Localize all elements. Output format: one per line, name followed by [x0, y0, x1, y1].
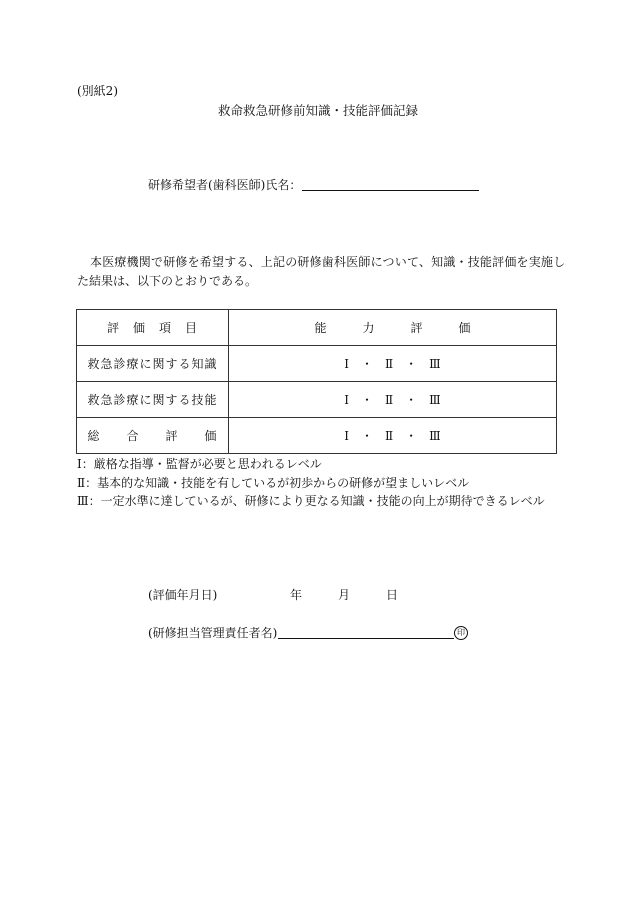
date-month-unit: 月 [338, 588, 351, 602]
document-title: 救命救急研修前知識・技能評価記録 [218, 103, 419, 118]
applicant-name-field[interactable] [302, 190, 479, 191]
paragraph-line-2: た結果は、以下のとおりである。 [77, 274, 258, 288]
item-cell: 救急診療に関する技能 [77, 382, 229, 418]
manager-name-field[interactable] [278, 638, 454, 639]
legend-level-2: Ⅱ：基本的な知識・技能を有しているが初歩からの研修が望ましいレベル [77, 476, 470, 490]
date-year-unit: 年 [290, 588, 303, 602]
manager-name-label: (研修担当管理責任者名) [148, 626, 278, 640]
table-header-row [77, 310, 557, 346]
date-day-unit: 日 [386, 588, 399, 602]
applicant-name-label: 研修希望者(歯科医師)氏名： [148, 178, 302, 192]
attachment-label: (別紙2) [77, 84, 118, 98]
evaluation-table [76, 309, 557, 454]
rating-cell[interactable]: Ⅰ ・ Ⅱ ・ Ⅲ [229, 382, 557, 418]
paragraph-line-1: 本医療機関で研修を希望する、上記の研修歯科医師について、知識・技能評価を実施し [90, 255, 566, 269]
rating-cell[interactable]: Ⅰ ・ Ⅱ ・ Ⅲ [229, 346, 557, 382]
header-item: 評 価 項 目 [77, 310, 229, 346]
item-cell: 総 合 評 価 [77, 418, 229, 454]
table-row [77, 418, 557, 454]
evaluation-date-label: (評価年月日) [148, 588, 218, 602]
rating-cell[interactable]: Ⅰ ・ Ⅱ ・ Ⅲ [229, 418, 557, 454]
seal-mark-icon: 印 [454, 626, 468, 640]
header-rating: 能 力 評 価 [229, 310, 557, 346]
legend-level-3: Ⅲ：一定水準に達しているが、研修により更なる知識・技能の向上が期待できるレベル [77, 494, 545, 508]
item-cell: 救急診療に関する知識 [77, 346, 229, 382]
table-row [77, 382, 557, 418]
legend-level-1: Ⅰ：厳格な指導・監督が必要と思われるレベル [77, 457, 322, 471]
table-row [77, 346, 557, 382]
